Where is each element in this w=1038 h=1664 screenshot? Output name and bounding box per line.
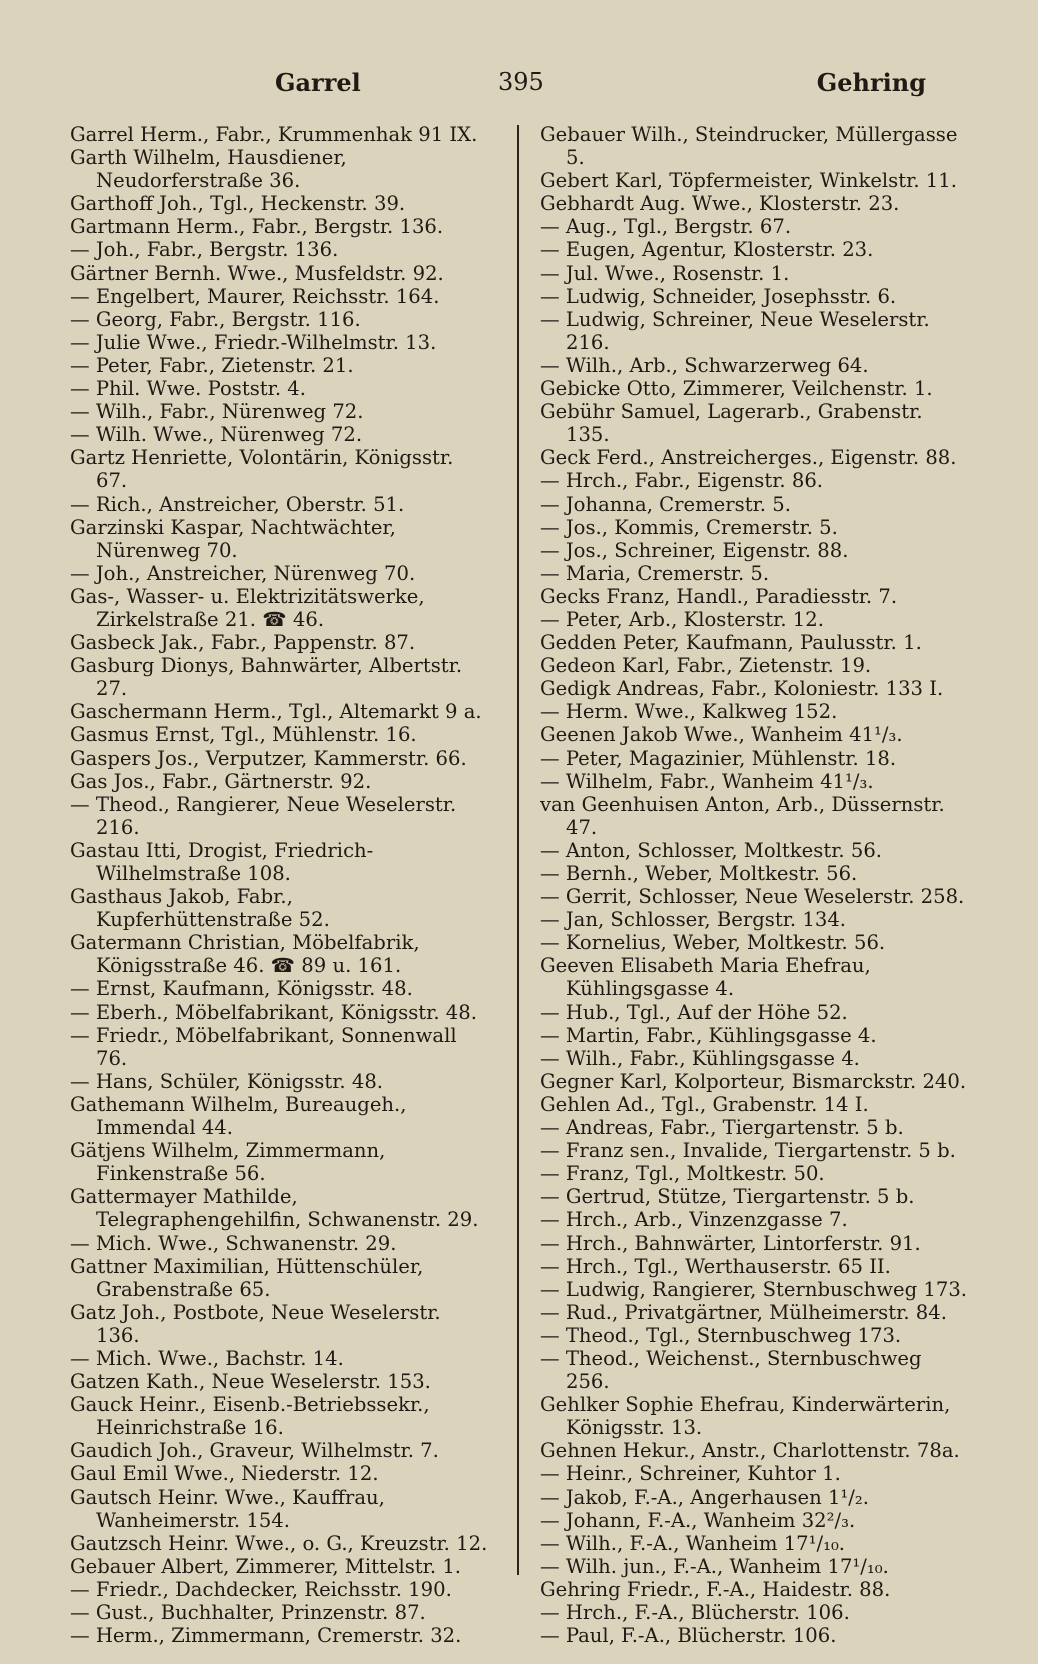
directory-entry: — Herm. Wwe., Kalkweg 152. [540,700,838,724]
directory-entry: — Maria, Cremerstr. 5. [540,561,770,585]
directory-entry: Gaspers Jos., Verputzer, Kammerstr. 66. [70,746,467,770]
directory-entry: — Hrch., F.-A., Blücherstr. 106. [540,1601,850,1624]
directory-entry: — Jakob, F.-A., Angerhausen 1¹/₂. [540,1485,869,1509]
directory-entry: Gauck Heinr., Eisenb.-Betriebssekr., Heinrichstraße 16. [70,1393,430,1440]
directory-entry: — Ludwig, Schreiner, Neue Weselerstr. 216. [540,307,930,354]
directory-entry: — Peter, Fabr., Zietenstr. 21. [70,353,354,377]
directory-entry: — Mich. Wwe., Bachstr. 14. [70,1346,344,1370]
directory-entry: — Jos., Schreiner, Eigenstr. 88. [540,538,849,562]
directory-entry: Gathemann Wilhelm, Bureaugeh., Immendal 44. [70,1092,407,1140]
directory-entry: Gattermayer Mathilde, Telegraphengehilfin, Schwanenstr. 29. [70,1185,479,1232]
directory-entry: — Ludwig, Rangierer, Sternbuschweg 173. [540,1277,968,1301]
directory-entry: — Hans, Schüler, Königsstr. 48. [70,1069,384,1093]
directory-entry: — Bernh., Weber, Moltkestr. 56. [540,862,858,885]
directory-entry: Gaschermann Herm., Tgl., Altemarkt 9 a. [70,700,482,724]
directory-entry: — Theod., Tgl., Sternbuschweg 173. [540,1323,902,1347]
directory-entry: — Franz sen., Invalide, Tiergartenstr. 5 b. [540,1139,956,1163]
directory-entry: Gehring Friedr., F.-A., Haidestr. 88. [540,1577,891,1601]
directory-entry: — Theod., Rangierer, Neue Weselerstr. 216. [70,792,457,839]
directory-entry: — Eberh., Möbelfabrikant, Königsstr. 48. [70,1000,477,1024]
directory-entry: Garrel Herm., Fabr., Krummenhak 91 IX. [70,123,478,146]
directory-entry: — Wilh. Wwe., Nürenweg 72. [70,423,363,447]
directory-entry: — Jos., Kommis, Cremerstr. 5. [540,515,838,539]
directory-entry: Gastau Itti, Drogist, Friedrich-Wilhelmstraße 108. [70,838,374,885]
directory-entry: — Wilh., F.-A., Wanheim 17¹/₁₀. [540,1531,846,1555]
right-column [540,123,970,1647]
directory-entry: — Gerrit, Schlosser, Neue Weselerstr. 258. [540,885,965,909]
directory-entry: Gehnen Hekur., Anstr., Charlottenstr. 78a. [540,1439,960,1463]
page-number: 395 [498,68,544,96]
directory-entry: — Johann, F.-A., Wanheim 32²/₃. [540,1508,856,1532]
directory-entry: Gedeon Karl, Fabr., Zietenstr. 19. [540,654,872,678]
directory-entry: — Hrch., Bahnwärter, Lintorferstr. 91. [540,1231,921,1255]
directory-entry: Gärtner Bernh. Wwe., Musfeldstr. 92. [70,261,444,285]
directory-entry: Geeven Elisabeth Maria Ehefrau, Kühlingsgasse 4. [540,954,871,1001]
directory-entry: Gaudich Joh., Graveur, Wilhelmstr. 7. [70,1439,439,1463]
directory-entry: — Wilh., Arb., Schwarzerweg 64. [540,353,869,377]
column-divider [517,125,519,1575]
directory-entry: Garth Wilhelm, Hausdiener, Neudorferstraße 36. [70,146,347,193]
directory-entry: Gasbeck Jak., Fabr., Pappenstr. 87. [70,631,416,655]
directory-entry: — Johanna, Cremerstr. 5. [540,492,791,516]
directory-entry: — Joh., Fabr., Bergstr. 136. [70,238,339,262]
directory-entry: — Mich. Wwe., Schwanenstr. 29. [70,1231,397,1255]
directory-entry: — Hrch., Fabr., Eigenstr. 86. [540,469,824,493]
directory-entry: — Wilhelm, Fabr., Wanheim 41¹/₃. [540,769,874,793]
directory-entry: Gartz Henriette, Volontärin, Königsstr. 67. [70,446,454,493]
directory-entry: — Ludwig, Schneider, Josephsstr. 6. [540,284,897,308]
directory-entry: — Franz, Tgl., Moltkestr. 50. [540,1162,825,1186]
directory-entry: Gehlen Ad., Tgl., Grabenstr. 14 I. [540,1092,869,1116]
directory-entry: Garzinski Kaspar, Nachtwächter, Nürenweg 70. [70,515,396,562]
directory-entry: — Hrch., Arb., Vinzenzgasse 7. [540,1208,848,1232]
directory-entry: Gasmus Ernst, Tgl., Mühlenstr. 16. [70,723,417,747]
directory-entry: Gattner Maximilian, Hüttenschüler, Grabenstraße 65. [70,1254,424,1301]
directory-entry: — Georg, Fabr., Bergstr. 116. [70,307,361,331]
header-left-word: Garrel [275,68,361,97]
directory-entry: — Rich., Anstreicher, Oberstr. 51. [70,492,405,516]
directory-entry: — Hrch., Tgl., Werthauserstr. 65 II. [540,1254,891,1278]
directory-entry: — Joh., Anstreicher, Nürenweg 70. [70,561,416,585]
directory-entry: — Aug., Tgl., Bergstr. 67. [540,215,792,239]
directory-entry: Geck Ferd., Anstreicherges., Eigenstr. 88. [540,446,957,470]
directory-entry: Gartmann Herm., Fabr., Bergstr. 136. [70,215,444,239]
directory-entry: Gatzen Kath., Neue Weselerstr. 153. [70,1370,431,1394]
directory-entry: Gehlker Sophie Ehefrau, Kinderwärterin, Königsstr. 13. [540,1393,951,1440]
directory-entry: Gas Jos., Fabr., Gärtnerstr. 92. [70,769,372,793]
directory-entry: Gebert Karl, Töpfermeister, Winkelstr. 11. [540,169,957,193]
directory-entry: Gedigk Andreas, Fabr., Koloniestr. 133 I. [540,677,944,701]
directory-entry: Gautsch Heinr. Wwe., Kauffrau, Wanheimerstr. 154. [70,1485,385,1532]
directory-entry: — Theod., Weichenst., Sternbuschweg 256. [540,1346,922,1394]
left-column [70,123,490,1647]
directory-entry: Gasburg Dionys, Bahnwärter, Albertstr. 27. [70,654,463,701]
directory-entry: Gebauer Albert, Zimmerer, Mittelstr. 1. [70,1554,462,1578]
directory-entry: Gecks Franz, Handl., Paradiesstr. 7. [540,584,898,608]
directory-entry: — Wilh. jun., F.-A., Wanheim 17¹/₁₀. [540,1554,889,1578]
directory-entry: — Phil. Wwe. Poststr. 4. [70,377,306,401]
directory-entry: — Julie Wwe., Friedr.-Wilhelmstr. 13. [70,330,437,354]
directory-entry: — Wilh., Fabr., Nürenweg 72. [70,400,364,424]
directory-entry: — Martin, Fabr., Kühlingsgasse 4. [540,1023,877,1047]
directory-entry: — Gertrud, Stütze, Tiergartenstr. 5 b. [540,1185,915,1209]
directory-entry: — Wilh., Fabr., Kühlingsgasse 4. [540,1046,860,1070]
directory-entry: Gas-, Wasser- u. Elektrizitätswerke, Zirkelstraße 21. ☎ 46. [70,584,425,631]
directory-entry: — Kornelius, Weber, Moltkestr. 56. [540,931,886,955]
directory-entry: — Peter, Arb., Klosterstr. 12. [540,607,824,631]
directory-entry: — Ernst, Kaufmann, Königsstr. 48. [70,977,413,1001]
directory-entry: — Friedr., Möbelfabrikant, Sonnenwall 76. [70,1023,457,1070]
directory-entry: Gebauer Wilh., Steindrucker, Müllergasse 5. [540,123,958,170]
directory-entry: — Peter, Magazinier, Mühlenstr. 18. [540,746,897,770]
directory-entry: — Rud., Privatgärtner, Mülheimerstr. 84. [540,1300,947,1324]
directory-entry: — Hub., Tgl., Auf der Höhe 52. [540,1000,848,1024]
page-header [70,68,978,108]
directory-entry: — Jan, Schlosser, Bergstr. 134. [540,908,847,932]
directory-entry: Gebhardt Aug. Wwe., Klosterstr. 23. [540,192,900,216]
directory-entry: Garthoff Joh., Tgl., Heckenstr. 39. [70,192,406,216]
directory-entry: Gegner Karl, Kolporteur, Bismarckstr. 240. [540,1069,967,1093]
directory-entry: — Gust., Buchhalter, Prinzenstr. 87. [70,1601,426,1624]
directory-entry: — Heinr., Schreiner, Kuhtor 1. [540,1462,841,1486]
directory-entry: van Geenhuisen Anton, Arb., Düssernstr. 47. [540,792,945,839]
directory-entry: Gedden Peter, Kaufmann, Paulusstr. 1. [540,631,922,655]
directory-entry: — Paul, F.-A., Blücherstr. 106. [540,1624,837,1648]
directory-entry: — Herm., Zimmermann, Cremerstr. 32. [70,1624,462,1648]
directory-entry: Gätjens Wilhelm, Zimmermann, Finkenstraße 56. [70,1139,386,1186]
directory-entry: — Jul. Wwe., Rosenstr. 1. [540,261,790,285]
header-right-word: Gehring [816,68,926,97]
directory-entry: — Anton, Schlosser, Moltkestr. 56. [540,838,883,862]
directory-entry: Gatermann Christian, Möbelfabrik, Königsstraße 46. ☎ 89 u. 161. [70,931,420,978]
directory-entry: Gebicke Otto, Zimmerer, Veilchenstr. 1. [540,377,933,401]
directory-entry: Gatz Joh., Postbote, Neue Weselerstr. 136. [70,1300,441,1347]
directory-entry: — Eugen, Agentur, Klosterstr. 23. [540,238,874,262]
directory-entry: — Andreas, Fabr., Tiergartenstr. 5 b. [540,1116,904,1140]
directory-entry: Geenen Jakob Wwe., Wanheim 41¹/₃. [540,723,903,747]
directory-entry: Gaul Emil Wwe., Niederstr. 12. [70,1462,379,1486]
directory-entry: Gautzsch Heinr. Wwe., o. G., Kreuzstr. 12. [70,1531,488,1555]
directory-entry: — Friedr., Dachdecker, Reichsstr. 190. [70,1577,452,1601]
directory-entry: — Engelbert, Maurer, Reichsstr. 164. [70,284,440,308]
directory-entry: Gebühr Samuel, Lagerarb., Grabenstr. 135. [540,400,923,447]
directory-entry: Gasthaus Jakob, Fabr., Kupferhüttenstraße 52. [70,885,330,932]
